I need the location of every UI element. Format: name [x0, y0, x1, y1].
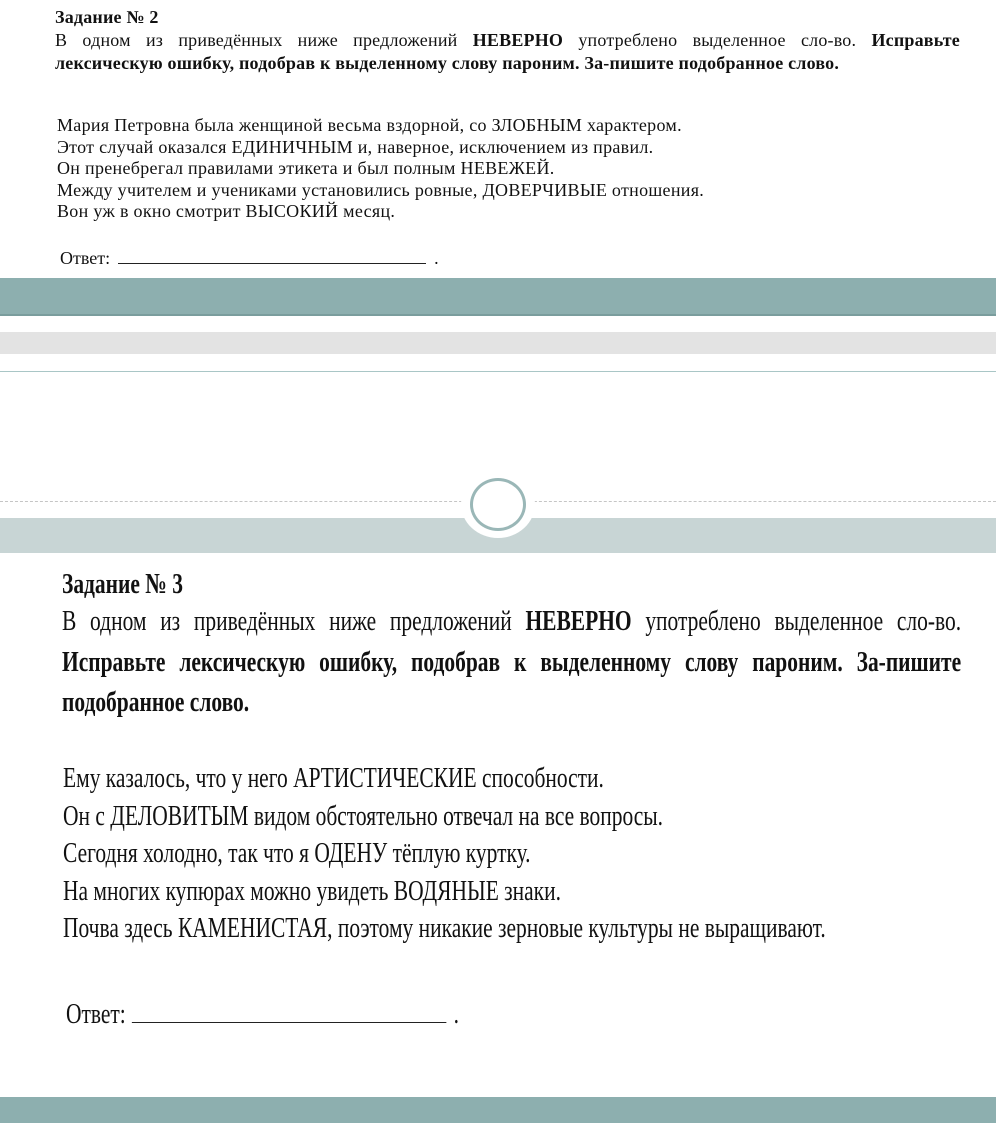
sentence-item: Между учителем и учениками установились ровные, ДОВЕРЧИВЫЕ отношения. — [57, 179, 705, 200]
instruction-emphasis: НЕВЕРНО — [525, 605, 632, 637]
instruction-text-rest: употреблено выделенное сло-во. — [631, 605, 962, 637]
task-2-sentence-list — [57, 115, 704, 223]
footer-band-edge — [0, 314, 996, 316]
instruction-text: В одном из приведённых ниже предложений — [55, 30, 473, 50]
instruction-bold: Исправьте лексическую ошибку, подобрав к выделенному слову пароним. За-пишите подобранное слово. — [62, 645, 962, 718]
instruction-text: В одном из приведённых ниже предложений — [62, 605, 526, 637]
slide-footer-band — [0, 278, 996, 316]
sentence-item: Он с ДЕЛОВИТЫМ видом обстоятельно отвечал на все вопросы. — [63, 799, 664, 832]
task-2-instruction — [55, 29, 960, 75]
slide-separator-bar — [0, 332, 996, 354]
task-3-sentence-list — [63, 760, 826, 948]
answer-period: . — [434, 248, 439, 268]
answer-label: Ответ: — [66, 998, 126, 1030]
sentence-item: Вон уж в окно смотрит ВЫСОКИЙ месяц. — [57, 201, 396, 221]
answer-blank-line — [118, 249, 426, 264]
sentence-item: Мария Петровна была женщиной весьма вздорной, со ЗЛОБНЫМ характером. — [57, 115, 682, 135]
divider-line — [0, 371, 996, 372]
sentence-item: Почва здесь КАМЕНИСТАЯ, поэтому никакие зерновые культуры не выращивают. — [63, 912, 826, 944]
sentence-item: Ему казалось, что у него АРТИСТИЧЕСКИЕ способности. — [63, 762, 604, 794]
sentence-item: На многих купюрах можно увидеть ВОДЯНЫЕ знаки. — [63, 874, 561, 907]
answer-period: . — [453, 998, 459, 1030]
answer-label: Ответ: — [60, 248, 111, 268]
task-3-instruction — [62, 601, 961, 723]
task-3-answer-row — [66, 996, 459, 1031]
circle-ring-icon — [470, 478, 526, 531]
task-3-title: Задание № 3 — [62, 568, 183, 600]
task-2-answer-row — [60, 248, 439, 269]
instruction-bold: Исправьте лексическую ошибку, подобрав к выделенному слову пароним. За-пишите подобранное слово. — [55, 30, 960, 73]
instruction-text-rest: употреблено выделенное сло-во. — [563, 30, 872, 50]
sentence-item: Он пренебрегал правилами этикета и был полным НЕВЕЖЕЙ. — [57, 158, 555, 178]
answer-blank-line — [132, 996, 447, 1023]
instruction-emphasis: НЕВЕРНО — [472, 30, 564, 50]
slide-footer-band — [0, 1097, 996, 1123]
task-2-title: Задание № 2 — [55, 7, 159, 27]
sentence-item: Этот случай оказался ЕДИНИЧНЫМ и, наверное, исключением из правил. — [57, 136, 654, 157]
sentence-item: Сегодня холодно, так что я ОДЕНУ тёплую куртку. — [63, 837, 531, 869]
